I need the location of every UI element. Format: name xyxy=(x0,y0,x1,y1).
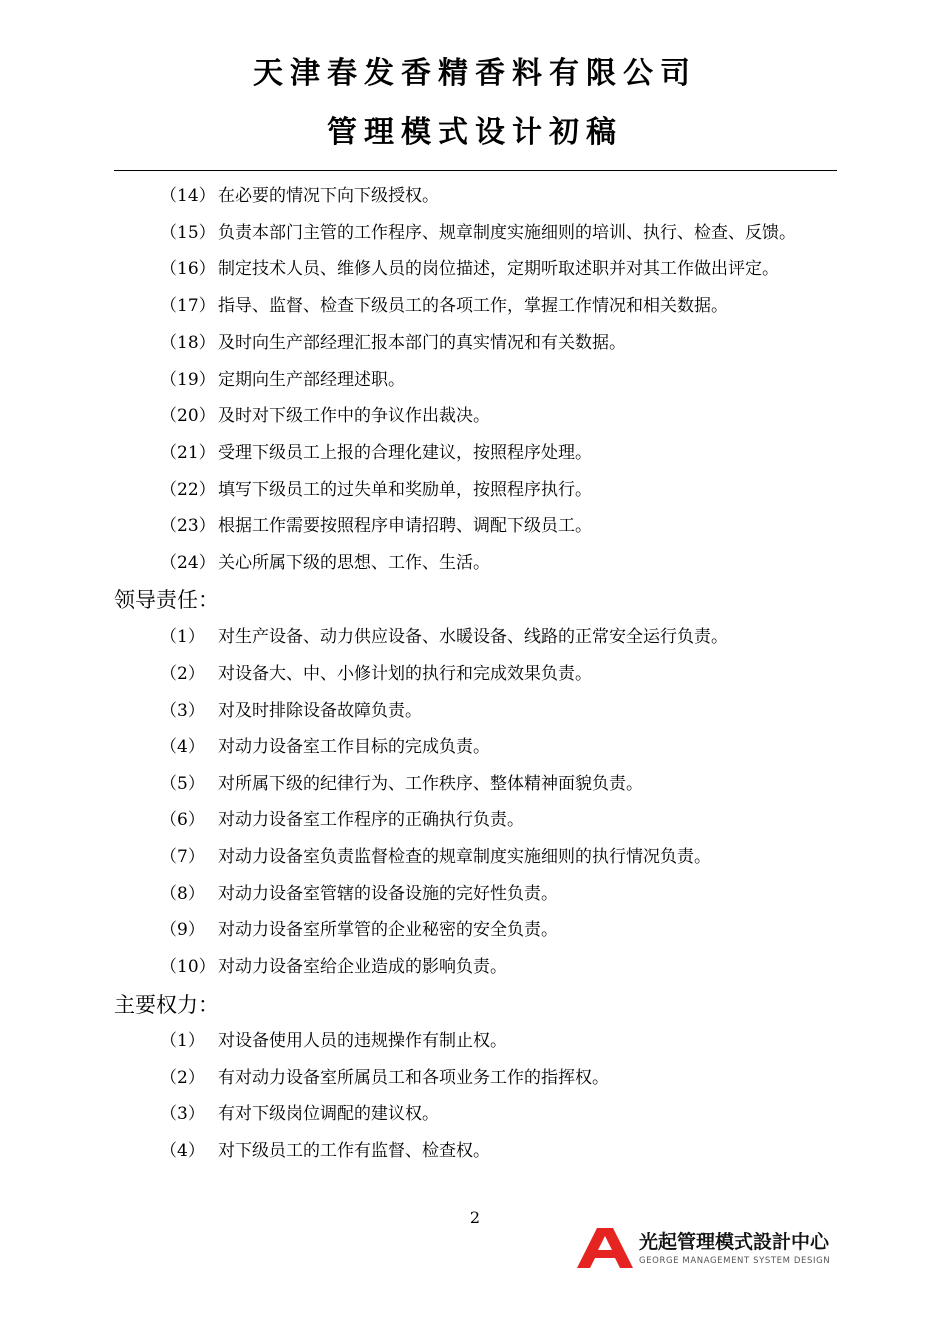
item-number: （3） xyxy=(160,701,205,721)
responsibility-item xyxy=(160,625,728,649)
power-item xyxy=(160,1066,609,1090)
duty-item xyxy=(160,331,626,355)
item-text: 有对下级岗位调配的建议权。 xyxy=(218,1104,439,1124)
item-number: （4） xyxy=(160,737,205,757)
responsibilities-heading: 领导责任： xyxy=(114,588,219,612)
duty-item xyxy=(160,221,796,245)
duty-item xyxy=(160,257,779,281)
item-text: 有对动力设备室所属员工和各项业务工作的指挥权。 xyxy=(218,1068,609,1088)
duty-item xyxy=(160,514,592,538)
item-number: （17） xyxy=(160,296,216,316)
item-number: （23） xyxy=(160,516,216,536)
item-text: 及时向生产部经理汇报本部门的真实情况和有关数据。 xyxy=(218,333,626,353)
company-title: 天津春发香精香料有限公司 xyxy=(253,56,697,91)
responsibility-item xyxy=(160,735,490,759)
item-text: 对动力设备室负责监督检查的规章制度实施细则的执行情况负责。 xyxy=(218,847,711,867)
item-text: 定期向生产部经理述职。 xyxy=(218,370,405,390)
page-number: 2 xyxy=(469,1208,481,1227)
item-number: （1） xyxy=(160,1031,205,1051)
item-number: （14） xyxy=(160,186,216,206)
item-text: 对动力设备室工作目标的完成负责。 xyxy=(218,737,490,757)
power-item xyxy=(160,1102,439,1126)
duty-item xyxy=(160,441,592,465)
item-text: 及时对下级工作中的争议作出裁决。 xyxy=(218,406,490,426)
item-number: （9） xyxy=(160,920,205,940)
duty-item xyxy=(160,478,592,502)
item-text: 对动力设备室工作程序的正确执行负责。 xyxy=(218,810,524,830)
duty-item xyxy=(160,551,490,575)
powers-heading: 主要权力： xyxy=(114,993,219,1017)
responsibility-item xyxy=(160,772,643,796)
item-number: （4） xyxy=(160,1141,205,1161)
logo-chinese-name: 光起管理模式設計中心 xyxy=(639,1231,830,1253)
item-number: （18） xyxy=(160,333,216,353)
footer-logo xyxy=(575,1226,840,1274)
item-text: 对所属下级的纪律行为、工作秩序、整体精神面貌负责。 xyxy=(218,774,643,794)
item-text: 关心所属下级的思想、工作、生活。 xyxy=(218,553,490,573)
duty-item xyxy=(160,294,728,318)
item-number: （7） xyxy=(160,847,205,867)
responsibility-item xyxy=(160,882,558,906)
item-number: （3） xyxy=(160,1104,205,1124)
item-text: 对动力设备室管辖的设备设施的完好性负责。 xyxy=(218,884,558,904)
item-text: 指导、监督、检查下级员工的各项工作，掌握工作情况和相关数据。 xyxy=(218,296,728,316)
item-number: （22） xyxy=(160,480,216,500)
item-number: （1） xyxy=(160,627,205,647)
power-item xyxy=(160,1139,490,1163)
item-text: 制定技术人员、维修人员的岗位描述，定期听取述职并对其工作做出评定。 xyxy=(218,259,779,279)
responsibility-item xyxy=(160,808,524,832)
item-text: 对动力设备室给企业造成的影响负责。 xyxy=(218,957,507,977)
logo-english-name: GEORGE MANAGEMENT SYSTEM DESIGN xyxy=(639,1256,831,1266)
duty-item xyxy=(160,404,490,428)
document-subtitle: 管理模式设计初稿 xyxy=(327,115,623,150)
item-number: （5） xyxy=(160,774,205,794)
item-number: （24） xyxy=(160,553,216,573)
item-text: 根据工作需要按照程序申请招聘、调配下级员工。 xyxy=(218,516,592,536)
item-text: 对设备大、中、小修计划的执行和完成效果负责。 xyxy=(218,664,592,684)
item-text: 对生产设备、动力供应设备、水暖设备、线路的正常安全运行负责。 xyxy=(218,627,728,647)
item-text: 在必要的情况下向下级授权。 xyxy=(218,186,439,206)
item-number: （10） xyxy=(160,957,216,977)
item-text: 负责本部门主管的工作程序、规章制度实施细则的培训、执行、检查、反馈。 xyxy=(218,223,796,243)
item-text: 对动力设备室所掌管的企业秘密的安全负责。 xyxy=(218,920,558,940)
item-number: （21） xyxy=(160,443,216,463)
item-number: （2） xyxy=(160,1068,205,1088)
item-number: （16） xyxy=(160,259,216,279)
item-text: 受理下级员工上报的合理化建议，按照程序处理。 xyxy=(218,443,592,463)
logo-a-mark-icon xyxy=(575,1226,635,1270)
item-text: 对及时排除设备故障负责。 xyxy=(218,701,422,721)
responsibility-item xyxy=(160,955,507,979)
responsibility-item xyxy=(160,918,558,942)
item-number: （6） xyxy=(160,810,205,830)
item-number: （19） xyxy=(160,370,216,390)
responsibility-item xyxy=(160,699,422,723)
item-number: （15） xyxy=(160,223,216,243)
item-text: 对设备使用人员的违规操作有制止权。 xyxy=(218,1031,507,1051)
item-number: （8） xyxy=(160,884,205,904)
duty-item xyxy=(160,368,405,392)
item-number: （20） xyxy=(160,406,216,426)
item-text: 对下级员工的工作有监督、检查权。 xyxy=(218,1141,490,1161)
duty-item xyxy=(160,184,439,208)
item-text: 填写下级员工的过失单和奖励单，按照程序执行。 xyxy=(218,480,592,500)
responsibility-item xyxy=(160,845,711,869)
item-number: （2） xyxy=(160,664,205,684)
responsibility-item xyxy=(160,662,592,686)
header-divider xyxy=(114,170,837,171)
power-item xyxy=(160,1029,507,1053)
